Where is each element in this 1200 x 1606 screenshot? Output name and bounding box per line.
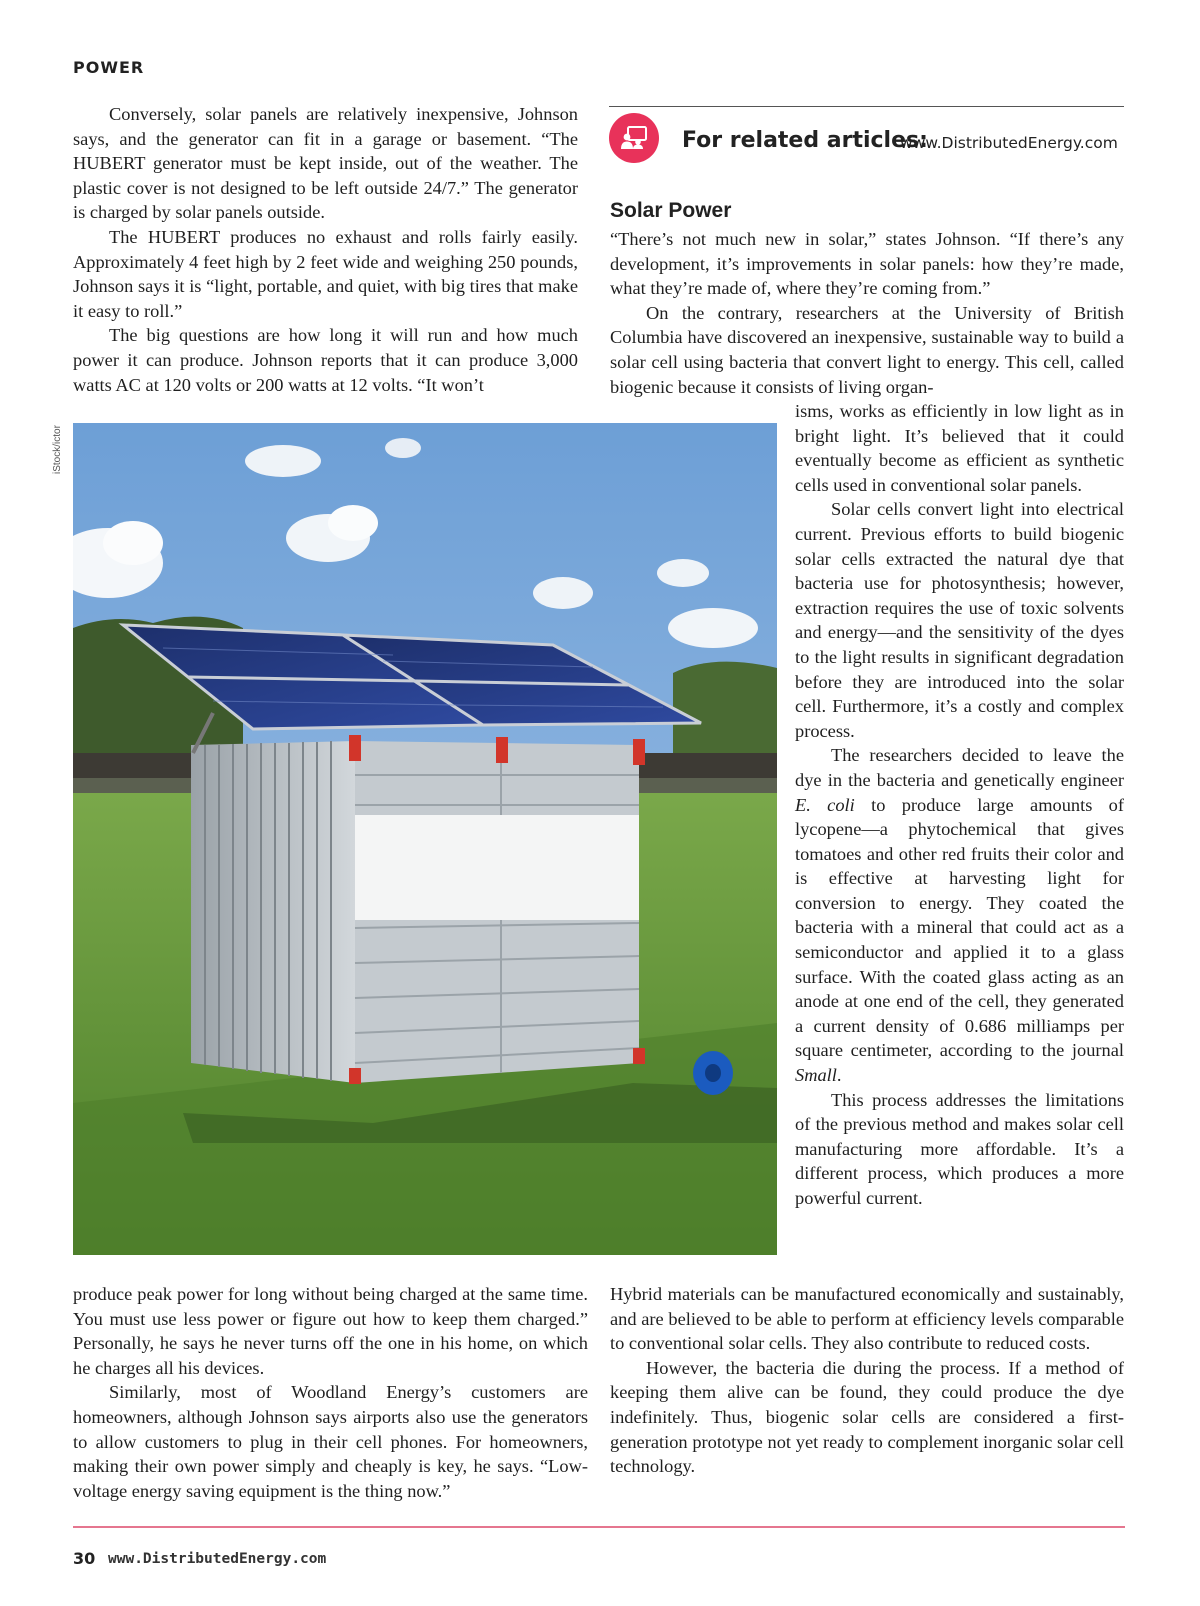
- paragraph: The HUBERT produces no exhaust and rolls fairly easily. Approximately 4 feet high by 2 feet wide and weighing 250 pounds, Johnson says it is “light, portable, and quiet, with big tires that make it easy to roll.”: [73, 226, 578, 321]
- left-column-top: [73, 102, 578, 397]
- footer-rule: [73, 1526, 1125, 1528]
- paragraph: However, the bacteria die during the process. If a method of keeping them alive can be found, they could produce the dye indefinitely. Thus, biogenic solar cells are considered a first-generation prototype not yet ready to complement inorganic solar cell technology.: [610, 1357, 1124, 1477]
- species-name: E. coli: [795, 794, 855, 815]
- journal-name: Small: [795, 1065, 837, 1086]
- page-number: 30: [73, 1549, 96, 1568]
- right-column-narrow: [795, 399, 1124, 1211]
- right-column-bottom: [610, 1282, 1124, 1479]
- related-articles-label: For related articles:: [682, 128, 928, 153]
- related-rule: [609, 106, 1124, 107]
- text-run: The researchers decided to leave the dye in the bacteria and genetically engineer: [795, 745, 1124, 790]
- paragraph: Conversely, solar panels are relatively inexpensive, Johnson says, and the generator can fit in a garage or basement. “The HUBERT generator must be kept inside, out of the weather. The plastic cover is not designed to be left outside 24/7.” The generator is charged by solar panels outside.: [73, 104, 578, 223]
- paragraph: On the contrary, researchers at the University of British Columbia have discovered an inexpensive, sustainable way to build a solar cell using bacteria that convert light to energy. This cell, called biogenic because it consists of living organ-: [610, 302, 1124, 397]
- people-screen-icon: [609, 113, 659, 163]
- paragraph: Similarly, most of Woodland Energy’s customers are homeowners, although Johnson says airports also use the generators to allow customers to plug in their cell phones. For homeowners, making their own power simply and cheaply is key, he says. “Low-voltage energy saving equipment is the thing now.”: [73, 1382, 588, 1501]
- paragraph: isms, works as efficiently in low light as in bright light. It’s believed that it could eventually become as efficient as synthetic cells used in conventional solar panels.: [795, 401, 1124, 495]
- paragraph: The big questions are how long it will run and how much power it can produce. Johnson reports that it can produce 3,000 watts AC at 120 volts or 200 watts at 12 volts. “It won’t: [73, 325, 578, 395]
- left-column-bottom: [73, 1282, 588, 1503]
- paragraph: Solar cells convert light into electrical current. Previous efforts to build biogenic solar cells extracted the natural dye that bacteria use for photosynthesis; however, extraction requires the use of toxic solvents and energy—and the sensitivity of the dyes to the light results in significant degradation before they are introduced into the solar cell. Furthermore, it’s a costly and complex process.: [795, 499, 1124, 741]
- related-articles-link[interactable]: www.DistributedEnergy.com: [900, 134, 1118, 152]
- section-heading: Solar Power: [610, 199, 732, 222]
- text-run: .: [836, 1065, 842, 1086]
- paragraph: This process addresses the limitations of the previous method and makes solar cell manufacturing more affordable. It’s a different process, which produces a more powerful current.: [795, 1089, 1124, 1208]
- paragraph: produce peak power for long without being charged at the same time. You must use less power or figure out how to keep them charged.” Personally, he says he never turns off the one in his home, on which he charges all his devices.: [73, 1284, 588, 1378]
- text-run: to produce large amounts of lycopene—a phytochemical that gives tomatoes and other red fruits their color and is effective at harvesting light for conversion to energy. They coated the bacteria with a mineral that could act as a semiconductor and applied it to a glass surface. With the coated glass acting as an anode at one end of the cell, they generated a current density of 0.686 milliamps per square centimeter, according to the journal: [795, 794, 1124, 1061]
- generator-photo: [73, 423, 777, 1255]
- right-column-top: [610, 227, 1124, 399]
- footer-url[interactable]: www.DistributedEnergy.com: [108, 1551, 327, 1567]
- paragraph: “There’s not much new in solar,” states Johnson. “If there’s any development, it’s improvements in solar panels: how they’re made, what they’re made of, where they’re coming from.”: [610, 229, 1124, 299]
- photo-credit: iStock/ictor: [52, 425, 63, 474]
- paragraph: [795, 743, 1124, 1087]
- section-label: POWER: [73, 58, 145, 77]
- paragraph: Hybrid materials can be manufactured economically and sustainably, and are believed to be able to perform at efficiency levels comparable to conventional solar cells. They also contribute to reduced costs.: [610, 1284, 1124, 1354]
